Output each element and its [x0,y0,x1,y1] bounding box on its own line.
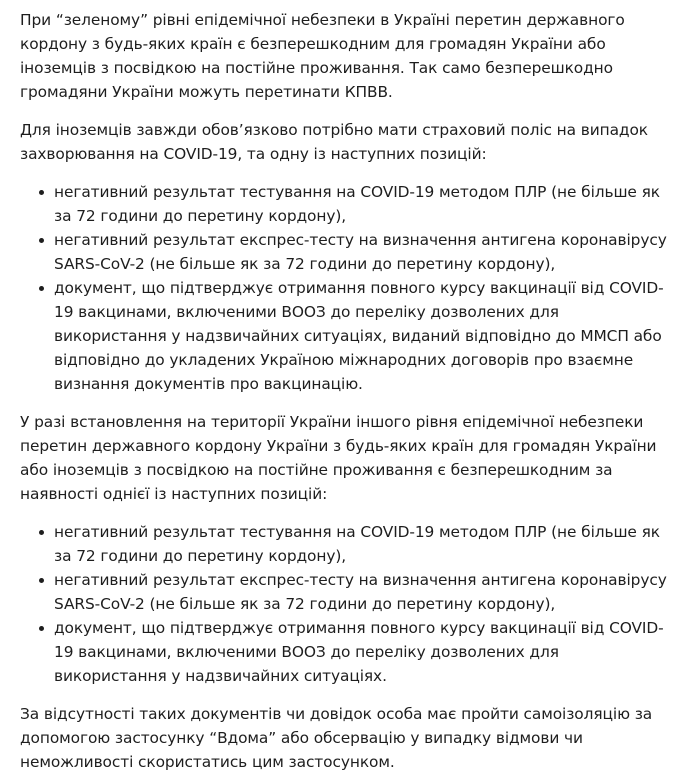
list-item: документ, що підтверджує отримання повного курсу вакцинації від COVID-19 вакцинами, включеними ВООЗ до переліку дозволених для використання у надзвичайних ситуаціях. [54,616,670,688]
paragraph-other-level: У разі встановлення на території України іншого рівня епідемічної небезпеки перетин державного кордону України з будь-яких країн для громадян України або іноземців з посвідкою на постійне проживання є безперешкодним за наявності однієї із наступних позицій: [20,413,657,503]
list-item: негативний результат експрес-тесту на визначення антигена коронавірусу SARS-CoV-2 (не більше як за 72 години до перетину кордону), [54,228,670,276]
paragraph-self-isolation: За відсутності таких документів чи довідок особа має пройти самоізоляцію за допомогою застосунку “Вдома” або обсервацію у випадку відмови чи неможливості скористатись цим застосунком. [20,705,653,771]
list-item: негативний результат експрес-тесту на визначення антигена коронавірусу SARS-CoV-2 (не більше як за 72 години до перетину кордону), [54,568,670,616]
list-item: документ, що підтверджує отримання повного курсу вакцинації від COVID-19 вакцинами, включеними ВООЗ до переліку дозволених для використання у надзвичайних ситуаціях, виданий відповідно до ММСП або відповідно до укладених Україною міжнародних договорів про взаємне визнання документів про вакцинацію. [54,276,670,396]
foreigners-requirements-list [20,180,670,396]
list-item: негативний результат тестування на COVID-19 методом ПЛР (не більше як за 72 години до перетину кордону), [54,520,670,568]
other-level-requirements-list [20,520,670,688]
paragraph-green-level: При “зеленому” рівні епідемічної небезпеки в Україні перетин державного кордону з будь-яких країн є безперешкодним для громадян України або іноземців з посвідкою на постійне проживання. Так само безперешкодно громадяни України можуть перетинати КПВВ. [20,11,625,101]
paragraph-foreigners-requirements: Для іноземців завжди обов’язково потрібно мати страховий поліс на випадок захворювання на COVID-19, та одну із наступних позицій: [20,121,648,163]
list-item: негативний результат тестування на COVID-19 методом ПЛР (не більше як за 72 години до перетину кордону), [54,180,670,228]
